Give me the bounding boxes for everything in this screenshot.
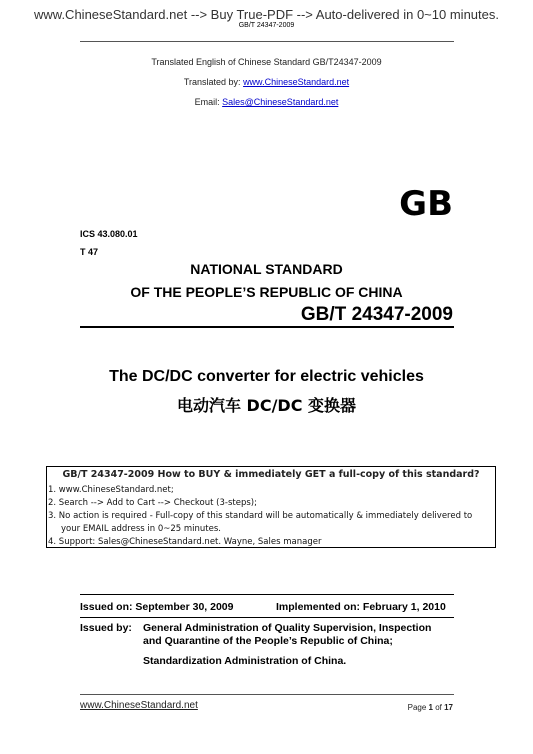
email-link[interactable]: Sales@ChineseStandard.net <box>222 97 339 107</box>
purchase-info-box <box>46 466 496 548</box>
translator-link[interactable]: www.ChineseStandard.net <box>243 77 350 87</box>
header-standard-code: GB/T 24347-2009 <box>238 22 295 29</box>
email-line <box>0 97 533 107</box>
title-divider <box>80 326 454 328</box>
footer-website-link[interactable]: www.ChineseStandard.net <box>80 700 198 711</box>
gb-logo: GB <box>399 184 453 224</box>
issuer-line-3: Standardization Administration of China. <box>143 655 347 667</box>
page-current: 1 <box>428 703 433 712</box>
purchase-step-continuation: your EMAIL address in 0~25 minutes. <box>61 524 221 534</box>
ics-code: ICS 43.080.01 <box>80 229 138 239</box>
issue-divider-top <box>80 594 454 595</box>
document-title-en: The DC/DC converter for electric vehicles <box>109 368 424 385</box>
issue-divider-bottom <box>80 617 454 618</box>
document-title-cn: 电动汽车 DC/DC 变换器 <box>176 396 357 415</box>
issuer-line-2: and Quarantine of the People’s Republic of China; <box>143 635 393 647</box>
page-label: Page <box>407 703 429 712</box>
purchase-step: 3. No action is required - Full-copy of this standard will be automatically & immediately delivered to <box>48 511 473 521</box>
purchase-steps-list <box>48 484 472 549</box>
t-code: T 47 <box>80 247 99 257</box>
purchase-step: 1. www.ChineseStandard.net; <box>48 485 174 495</box>
page-indicator <box>408 703 453 712</box>
purchase-step: 4. Support: Sales@ChineseStandard.net. Wayne, Sales manager <box>48 537 322 547</box>
footer-divider <box>80 694 454 695</box>
standard-number: GB/T 24347-2009 <box>300 304 453 325</box>
issued-on: Issued on: September 30, 2009 <box>80 601 234 613</box>
translated-by-line <box>0 77 533 87</box>
republic-heading: OF THE PEOPLE’S REPUBLIC OF CHINA <box>130 284 403 300</box>
header-banner: www.ChineseStandard.net --> Buy True-PDF --> Auto-delivered in 0~10 minutes. <box>34 7 499 22</box>
issuer-line-1: General Administration of Quality Supervision, Inspection <box>143 622 432 634</box>
purchase-box-title: GB/T 24347-2009 How to BUY & immediately GET a full-copy of this standard? <box>62 469 480 480</box>
issued-by-organization <box>143 622 431 648</box>
translation-note: Translated English of Chinese Standard GB/T24347-2009 <box>151 57 382 67</box>
implemented-on: Implemented on: February 1, 2010 <box>276 601 446 613</box>
issued-by-label: Issued by: <box>80 622 132 634</box>
translated-by-label: Translated by: <box>183 77 244 87</box>
purchase-step: 2. Search --> Add to Cart --> Checkout (3-steps); <box>48 498 257 508</box>
national-standard-heading: NATIONAL STANDARD <box>190 261 343 277</box>
page-total: 17 <box>444 703 453 712</box>
header-divider <box>80 41 454 42</box>
email-label: Email: <box>194 97 223 107</box>
page-of: of <box>432 703 445 712</box>
